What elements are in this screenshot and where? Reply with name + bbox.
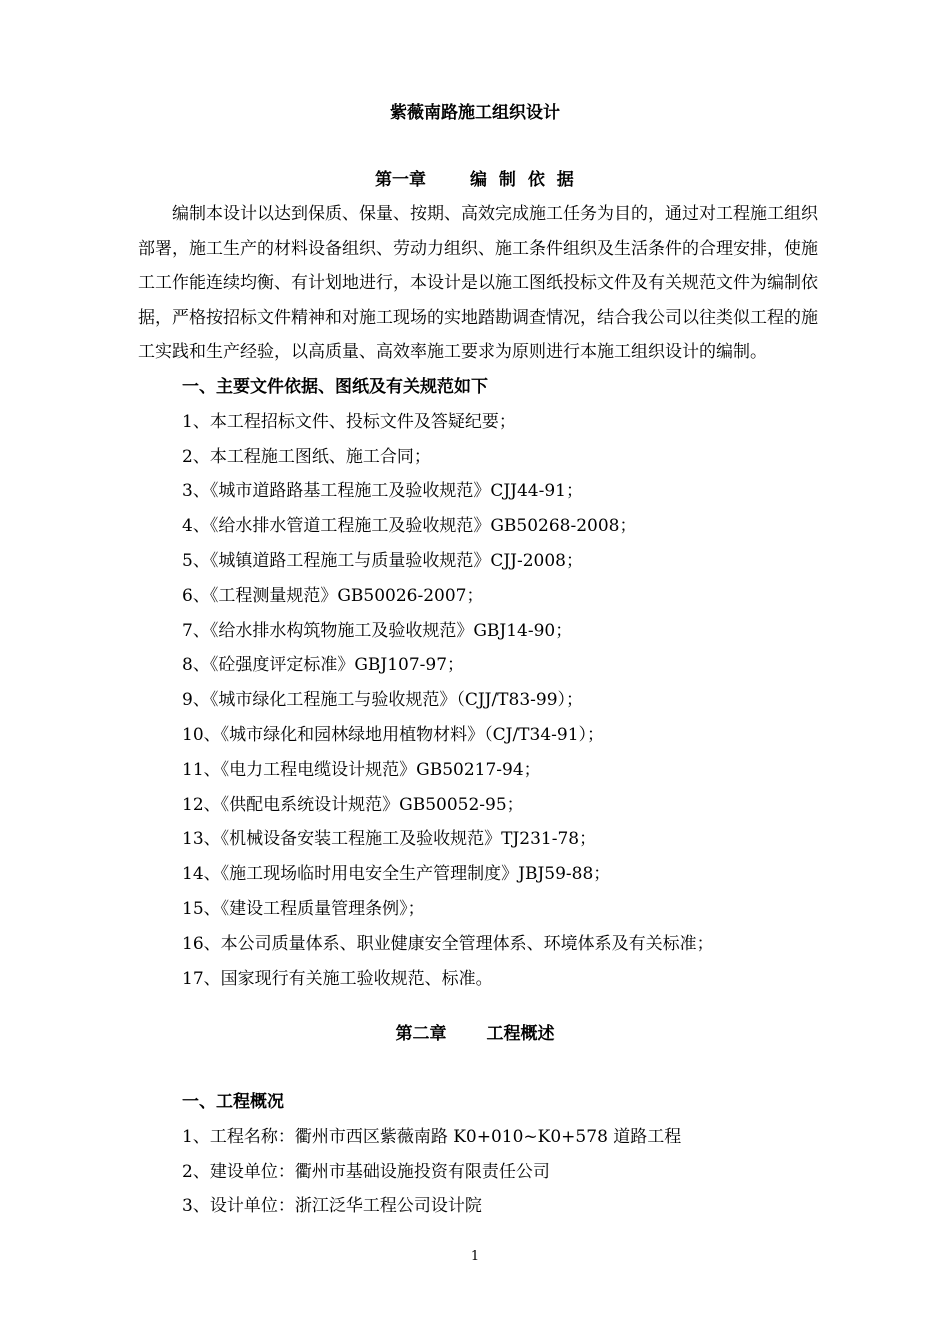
list-item: 7、《给水排水构筑物施工及验收规范》GBJ14-90； (182, 620, 573, 641)
list-item: 1、本工程招标文件、投标文件及答疑纪要； (182, 411, 516, 432)
list-item: 16、本公司质量体系、职业健康安全管理体系、环境体系及有关标准； (182, 933, 714, 954)
chapter1-label: 第一章 (375, 170, 426, 190)
chapter1-title: 编 制 依 据 (470, 170, 577, 190)
chapter1-intro-paragraph: 编制本设计以达到保质、保量、按期、高效完成施工任务为目的，通过对工程施工组织部署，施工生产的材料设备组织、劳动力组织、施工条件组织及生活条件的合理安排，使施工工作能连续均衡、有计划地进行，本设计是以施工图纸投标文件及有关规范文件为编制依据，严格按招标文件精神和对施工现场的实地踏勘调查情况，结合我公司以往类似工程的施工实践和生产经验，以高质量、高效率施工要求为原则进行本施工组织设计的编制。 (138, 204, 818, 363)
chapter2-title: 工程概述 (486, 1024, 555, 1044)
chapter2-section1-heading: 一、工程概况 (182, 1092, 284, 1112)
page-number: 1 (470, 1249, 480, 1264)
chapter2-heading (0, 1021, 950, 1047)
list-item: 6、《工程测量规范》GB50026-2007； (182, 585, 484, 606)
list-item: 2、建设单位：衢州市基础设施投资有限责任公司 (182, 1161, 550, 1182)
list-item: 11、《电力工程电缆设计规范》GB50217-94； (182, 759, 541, 780)
list-item: 5、《城镇道路工程施工与质量验收规范》CJJ-2008； (182, 550, 583, 571)
chapter2-label: 第二章 (395, 1024, 447, 1044)
list-item: 12、《供配电系统设计规范》GB50052-95； (182, 794, 524, 815)
list-item: 2、本工程施工图纸、施工合同； (182, 446, 431, 467)
list-item: 15、《建设工程质量管理条例》； (182, 898, 425, 919)
chapter2-body (138, 1085, 818, 1224)
list-item: 3、《城市道路路基工程施工及验收规范》CJJ44-91； (182, 481, 583, 502)
chapter1-body (138, 197, 818, 996)
list-item: 4、《给水排水管道工程施工及验收规范》GB50268-2008； (182, 516, 637, 537)
document-title: 紫薇南路施工组织设计 (390, 103, 560, 123)
list-item: 17、国家现行有关施工验收规范、标准。 (182, 968, 493, 989)
list-item: 1、工程名称：衢州市西区紫薇南路 K0+010~K0+578 道路工程 (182, 1126, 682, 1147)
list-item: 10、《城市绿化和园林绿地用植物材料》（CJ/T34-91）； (182, 724, 605, 745)
list-item: 3、设计单位：浙江泛华工程公司设计院 (182, 1196, 482, 1217)
chapter1-section1-heading: 一、主要文件依据、图纸及有关规范如下 (182, 376, 488, 397)
list-item: 9、《城市绿化工程施工与验收规范》（CJJ/T83-99）； (182, 690, 584, 711)
list-item: 14、《施工现场临时用电安全生产管理制度》JBJ59-88； (182, 864, 611, 885)
list-item: 8、《砼强度评定标准》GBJ107-97； (182, 655, 465, 676)
list-item: 13、《机械设备安装工程施工及验收规范》TJ231-78； (182, 829, 597, 850)
